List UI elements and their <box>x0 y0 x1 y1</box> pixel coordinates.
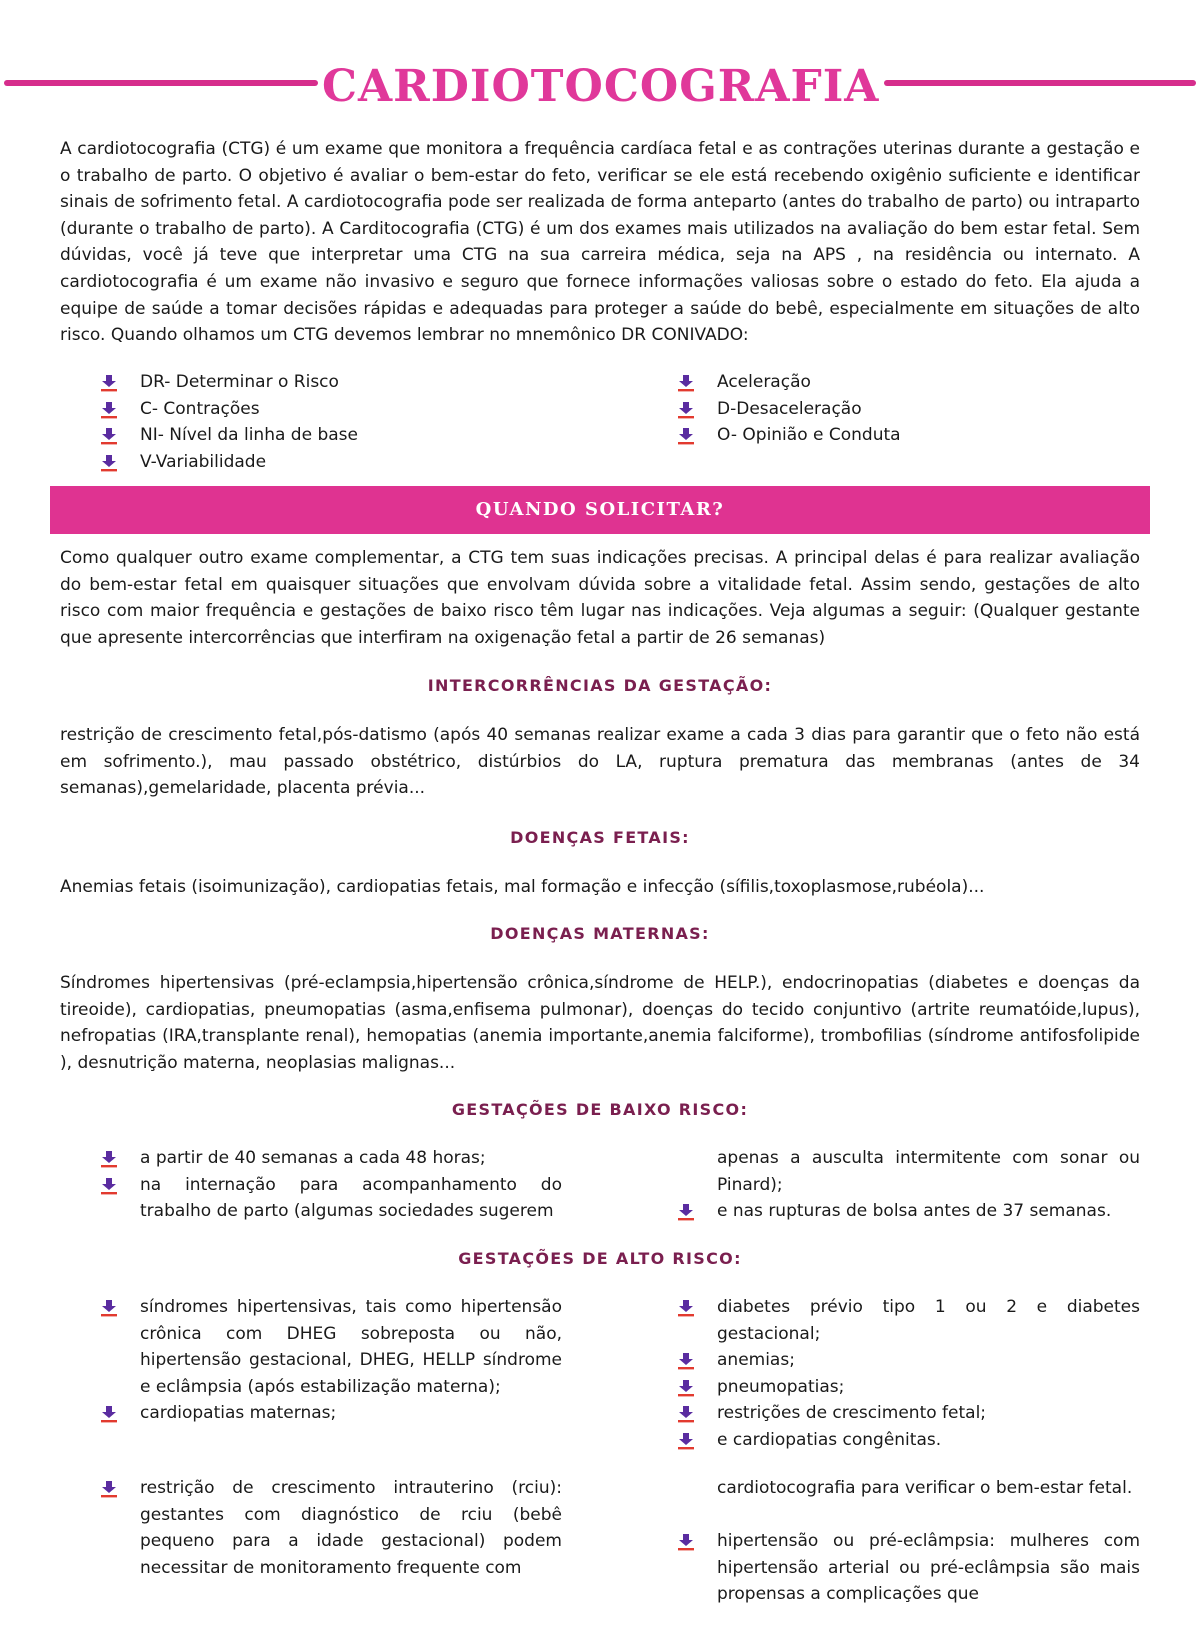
list-item: anemias; <box>677 1347 1140 1374</box>
arrow-bullet-icon <box>677 1405 695 1423</box>
arrow-bullet-icon <box>677 401 695 419</box>
list-item: e cardiopatias congênitas. <box>677 1427 1140 1454</box>
doencas-maternas-paragraph: Síndromes hipertensivas (pré-eclampsia,hipertensão crônica,síndrome de HELP.), endocrinopatias (diabetes e doenças da tireoide), cardiopatias, pneumopatias (asma,enfisema pulmonar), doenças do tecido conjuntivo (artrite reumatóide,lupus), nefropatias (IRA,transplante renal), hemopatias (anemia importante,anemia falciforme), trombofilias (síndrome antifosfolipide ), desnutrição materna, neoplasias malignas... <box>60 973 1140 1073</box>
heading-doencas-fetais: DOENÇAS FETAIS: <box>510 828 690 847</box>
alto-risco-list-right <box>677 1294 1140 1454</box>
title-row <box>0 62 1200 112</box>
list-item: D-Desaceleração <box>677 396 1140 423</box>
doencas-fetais-paragraph: Anemias fetais (isoimunização), cardiopatias fetais, mal formação e infecção (sífilis,toxoplasmose,rubéola)... <box>60 877 985 897</box>
list-item: DR- Determinar o Risco <box>100 369 570 396</box>
baixo-risco-continuation: apenas a ausculta intermitente com sonar ou Pinard); <box>717 1148 1140 1195</box>
arrow-bullet-icon <box>100 427 118 445</box>
list-item: na internação para acompanhamento do trabalho de parto (algumas sociedades sugerem <box>100 1172 562 1225</box>
extra-continuation: cardiotocografia para verificar o bem-estar fetal. <box>717 1478 1133 1498</box>
list-item: restrição de crescimento intrauterino (rciu): gestantes com diagnóstico de rciu (bebê pequeno para a idade gestacional) podem necessitar de monitoramento frequente com <box>100 1475 562 1581</box>
list-item: e nas rupturas de bolsa antes de 37 semanas. <box>677 1198 1140 1225</box>
list-item: restrições de crescimento fetal; <box>677 1400 1140 1427</box>
list-item: pneumopatias; <box>677 1374 1140 1401</box>
list-item: hipertensão ou pré-eclâmpsia: mulheres com hipertensão arterial ou pré-eclâmpsia são mais propensas a complicações que <box>677 1528 1140 1608</box>
heading-intercorrencias: INTERCORRÊNCIAS DA GESTAÇÃO: <box>427 676 773 695</box>
heading-alto-risco: GESTAÇÕES DE ALTO RISCO: <box>458 1249 742 1268</box>
arrow-bullet-icon <box>100 1177 118 1195</box>
list-item: Aceleração <box>677 369 1140 396</box>
arrow-bullet-icon <box>677 1432 695 1450</box>
section-banner: QUANDO SOLICITAR? <box>50 486 1150 534</box>
list-item: C- Contrações <box>100 396 570 423</box>
arrow-bullet-icon <box>677 1299 695 1317</box>
arrow-bullet-icon <box>100 401 118 419</box>
intro-paragraph: A cardiotocografia (CTG) é um exame que monitora a frequência cardíaca fetal e as contrações uterinas durante a gestação e o trabalho de parto. O objetivo é avaliar o bem-estar do feto, verificar se ele está recebendo oxigênio suficiente e identificar sinais de sofrimento fetal. A cardiotocografia pode ser realizada de forma anteparto (antes do trabalho de parto) ou intraparto (durante o trabalho de parto). A Carditocografia (CTG) é um dos exames mais utilizados na avaliação do bem estar fetal. Sem dúvidas, você já teve que interpretar uma CTG na sua carreira médica, seja na APS , na residência ou internato. A cardiotocografia é um exame não invasivo e seguro que fornece informações valiosas sobre o estado do feto. Ela ajuda a equipe de saúde a tomar decisões rápidas e adequadas para proteger a saúde do bebê, especialmente em situações de alto risco. Quando olhamos um CTG devemos lembrar no mnemônico DR CONIVADO: <box>60 139 1140 346</box>
arrow-bullet-icon <box>100 454 118 472</box>
baixo-risco-list-left <box>100 1145 562 1225</box>
arrow-bullet-icon <box>100 1405 118 1423</box>
list-item: a partir de 40 semanas a cada 48 horas; <box>100 1145 562 1172</box>
extra-list-right <box>677 1528 1140 1608</box>
arrow-bullet-icon <box>100 1299 118 1317</box>
arrow-bullet-icon <box>677 1533 695 1551</box>
arrow-bullet-icon <box>677 427 695 445</box>
alto-risco-list-left <box>100 1294 562 1427</box>
mnemonic-list-right <box>677 369 1140 449</box>
title-rule-right <box>884 80 1196 86</box>
mnemonic-list-left <box>100 369 570 475</box>
heading-baixo-risco: GESTAÇÕES DE BAIXO RISCO: <box>451 1100 749 1119</box>
title-rule-left <box>4 80 318 86</box>
list-item: V-Variabilidade <box>100 449 570 476</box>
arrow-bullet-icon <box>100 374 118 392</box>
list-item: cardiopatias maternas; <box>100 1400 562 1427</box>
extra-list-left <box>100 1475 562 1581</box>
arrow-bullet-icon <box>677 1352 695 1370</box>
arrow-bullet-icon <box>677 1203 695 1221</box>
arrow-bullet-icon <box>100 1150 118 1168</box>
arrow-bullet-icon <box>677 374 695 392</box>
arrow-bullet-icon <box>100 1480 118 1498</box>
list-item: síndromes hipertensivas, tais como hipertensão crônica com DHEG sobreposta ou não, hipertensão gestacional, DHEG, HELLP síndrome e eclâmpsia (após estabilização materna); <box>100 1294 562 1400</box>
baixo-risco-list-right <box>677 1198 1140 1225</box>
list-item: diabetes prévio tipo 1 ou 2 e diabetes gestacional; <box>677 1294 1140 1347</box>
list-item: O- Opinião e Conduta <box>677 422 1140 449</box>
heading-doencas-maternas: DOENÇAS MATERNAS: <box>490 924 710 943</box>
intercorrencias-paragraph: restrição de crescimento fetal,pós-datismo (após 40 semanas realizar exame a cada 3 dias para garantir que o feto não está em sofrimento.), mau passado obstétrico, distúrbios do LA, ruptura prematura das membranas (antes de 34 semanas),gemelaridade, placenta prévia... <box>60 725 1140 799</box>
when-paragraph: Como qualquer outro exame complementar, a CTG tem suas indicações precisas. A principal delas é para realizar avaliação do bem-estar fetal em quaisquer situações que envolvam dúvida sobre a vitalidade fetal. Assim sendo, gestações de alto risco com maior frequência e gestações de baixo risco têm lugar nas indicações. Veja algumas a seguir: (Qualquer gestante que apresente intercorrências que interfiram na oxigenação fetal a partir de 26 semanas) <box>60 548 1140 648</box>
page-title: CARDIOTOCOGRAFIA <box>322 61 880 112</box>
arrow-bullet-icon <box>677 1379 695 1397</box>
list-item: NI- Nível da linha de base <box>100 422 570 449</box>
